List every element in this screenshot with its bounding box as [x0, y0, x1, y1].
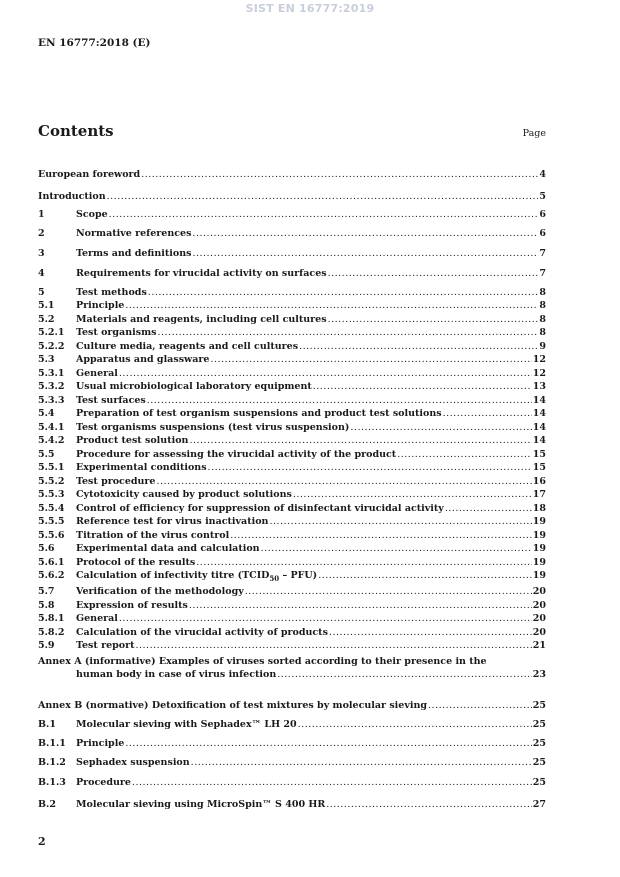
leader-dots: [210, 353, 531, 367]
leader-dots: [397, 448, 532, 462]
toc-entry-title: Molecular sieving with Sephadex™ LH 20: [76, 719, 297, 730]
toc-entry-page: 16: [532, 475, 546, 487]
leader-dots: [269, 515, 531, 529]
toc-entry-page: 25: [532, 757, 546, 768]
toc-entry-page: 7: [539, 247, 546, 259]
toc-entry-number: 5.6.1: [38, 556, 65, 568]
toc-entry[interactable]: [38, 190, 546, 204]
toc-entry-title: Cytotoxicity caused by product solutions: [76, 489, 292, 500]
page-number: 2: [38, 835, 46, 848]
toc-entry-page: 15: [532, 462, 546, 473]
leader-dots: [443, 407, 532, 421]
toc-entry-page: 7: [539, 267, 546, 279]
toc-entry[interactable]: [38, 529, 546, 543]
toc-entry-page: 14: [532, 408, 546, 419]
toc-entry-title: Introduction: [38, 190, 106, 202]
toc-entry-page: 20: [532, 586, 546, 597]
leader-dots: [157, 326, 538, 340]
toc-entry-title: Procedure: [76, 777, 131, 788]
toc-entry[interactable]: [38, 313, 546, 327]
toc-entry-title: Principle: [76, 738, 125, 749]
leader-dots: [119, 612, 532, 626]
leader-dots: [189, 599, 532, 613]
toc-entry-page: 14: [532, 421, 546, 433]
toc-entry-number: 5.6: [38, 543, 55, 554]
toc-entry[interactable]: [38, 168, 546, 182]
leader-dots: [328, 267, 539, 281]
leader-dots: [125, 299, 538, 313]
leader-dots: [147, 394, 532, 408]
toc-entry-number: 5.4.1: [38, 421, 65, 433]
toc-entry-page: 25: [532, 777, 546, 788]
toc-entry-number: 5.7: [38, 586, 55, 597]
leader-dots: [326, 798, 532, 812]
toc-entry-number: 5.5.1: [38, 462, 65, 473]
toc-entry-page: 20: [532, 613, 546, 624]
toc-entry-title: Test methods: [76, 286, 147, 298]
leader-dots: [208, 461, 532, 475]
leader-dots: [328, 313, 539, 327]
toc-entry-page: 12: [532, 367, 546, 379]
watermark: SIST EN 16777:2019: [245, 2, 375, 15]
toc-entry-number: 5.9: [38, 640, 55, 651]
toc-entry[interactable]: [38, 798, 546, 812]
toc-entry-title-cont: human body in case of virus infection: [76, 669, 277, 680]
toc-entry-number: 3: [38, 247, 45, 259]
toc-entry[interactable]: [38, 475, 546, 489]
leader-dots: [261, 542, 532, 556]
leader-dots: [318, 569, 532, 583]
leader-dots: [132, 776, 532, 790]
toc-entry[interactable]: [38, 488, 546, 502]
toc-entry-title: Procedure for assessing the virucidal activity of the product: [76, 448, 397, 460]
toc-entry-number: 5.3: [38, 354, 55, 365]
toc-entry-title: Usual microbiological laboratory equipment: [76, 381, 312, 392]
leader-dots: [125, 737, 531, 751]
toc-entry[interactable]: [38, 367, 546, 381]
toc-entry-title: Apparatus and glassware: [76, 354, 210, 365]
toc-entry-page: 23: [532, 669, 546, 680]
toc-entry-page: 25: [532, 738, 546, 749]
leader-dots: [298, 718, 532, 732]
toc-entry-page: 20: [532, 599, 546, 611]
toc-entry-title: Annex A (informative) Examples of viruses sorted according to their presence in the: [38, 656, 487, 667]
toc-entry-number: 5.2.1: [38, 327, 65, 338]
toc-entry-page: 6: [539, 208, 546, 220]
toc-entry-title: Test procedure: [76, 475, 156, 487]
toc-entry-title: Test surfaces: [76, 394, 146, 406]
toc-entry-title: Test organisms: [76, 327, 157, 338]
toc-entry-number: 5.6.2: [38, 570, 65, 581]
toc-entry[interactable]: [38, 718, 546, 732]
toc-entry[interactable]: [38, 394, 546, 408]
toc-entry-number: 5.3.2: [38, 381, 65, 392]
toc-entry-page: 12: [532, 354, 546, 365]
toc-entry-title: European foreword: [38, 168, 141, 180]
leader-dots: [299, 340, 538, 354]
toc-entry-page: 27: [532, 799, 546, 810]
toc-entry[interactable]: [38, 247, 546, 261]
toc-entry[interactable]: [38, 434, 546, 448]
toc-entry[interactable]: [38, 599, 546, 613]
leader-dots: [428, 699, 532, 713]
toc-entry-title: Preparation of test organism suspensions and product test solutions: [76, 408, 442, 419]
toc-entry-number: 5.2: [38, 313, 55, 325]
toc-entry[interactable]: [38, 421, 546, 435]
toc-entry-title: Annex B (normative) Detoxification of test mixtures by molecular sieving: [38, 700, 428, 711]
toc-entry-title: Culture media, reagents and cell cultures: [76, 340, 299, 352]
toc-entry-number: 5.5.4: [38, 502, 65, 514]
leader-dots: [107, 190, 539, 204]
toc-entry-number: 5.8.1: [38, 613, 65, 624]
toc-entry[interactable]: [38, 515, 546, 529]
toc-entry-title: Expression of results: [76, 599, 188, 611]
toc-entry-number: 5.5.3: [38, 489, 65, 500]
toc-entry[interactable]: [38, 267, 546, 281]
toc-entry-title: Calculation of the virucidal activity of products: [76, 626, 328, 638]
toc-entry[interactable]: [38, 380, 546, 394]
toc-entry-page: 19: [532, 556, 546, 568]
toc-entry[interactable]: [38, 227, 546, 241]
toc-entry-page: 17: [532, 489, 546, 500]
toc-entry-page: 6: [539, 227, 546, 239]
toc-entry-page: 20: [532, 626, 546, 638]
toc-entry-title: General: [76, 367, 118, 379]
toc-entry-page: 19: [532, 543, 546, 554]
toc-entry[interactable]: [38, 448, 546, 462]
toc-entry-number: 5.4.2: [38, 435, 65, 446]
toc-entry-number: 5.3.1: [38, 367, 65, 379]
toc-entry-number: B.1.3: [38, 777, 66, 788]
toc-entry-page: 8: [539, 313, 546, 325]
toc-entry[interactable]: [38, 612, 546, 626]
toc-entry[interactable]: [38, 208, 546, 222]
toc-entry-number: 1: [38, 208, 45, 220]
toc-entry-page: 19: [532, 570, 546, 581]
toc-entry-title: Titration of the virus control: [76, 529, 230, 541]
toc-entry-page: 19: [532, 516, 546, 527]
toc-entry-number: 4: [38, 267, 45, 279]
document-id: EN 16777:2018 (E): [38, 37, 151, 49]
toc-entry-title: Experimental conditions: [76, 462, 207, 473]
toc-entry-number: 5: [38, 286, 45, 298]
toc-entry-page: 8: [539, 286, 546, 298]
toc-entry-number: 5.4: [38, 408, 55, 419]
toc-entry-title: Normative references: [76, 227, 192, 239]
toc-entry[interactable]: [38, 502, 546, 516]
leader-dots: [109, 208, 539, 222]
toc-entry-number: 5.5.6: [38, 529, 65, 541]
toc-entry-title: Reference test for virus inactivation: [76, 516, 269, 527]
toc-entry-page: 25: [532, 700, 546, 711]
toc-entry[interactable]: [38, 569, 546, 583]
toc-entry[interactable]: [38, 542, 546, 556]
toc-entry-title: Sephadex suspension: [76, 757, 190, 768]
toc-entry-page: 5: [539, 190, 546, 202]
toc-entry-title: Materials and reagents, including cell cultures: [76, 313, 327, 325]
leader-dots: [445, 502, 532, 516]
toc-entry[interactable]: [38, 737, 546, 751]
toc-entry[interactable]: [38, 639, 546, 653]
toc-entry-number: 5.3.3: [38, 394, 65, 406]
toc-entry-page: 9: [539, 340, 546, 352]
leader-dots: [136, 639, 532, 653]
leader-dots: [245, 585, 532, 599]
toc-entry[interactable]: [38, 353, 546, 367]
toc-entry-number: B.1: [38, 719, 56, 730]
contents-heading: Contents: [38, 122, 114, 140]
toc-entry-annex-a[interactable]: [38, 655, 546, 681]
toc-entry-page: 4: [539, 168, 546, 180]
page-column-label: Page: [522, 128, 546, 139]
leader-dots: [192, 247, 538, 261]
toc-entry-title: General: [76, 613, 118, 624]
toc-entry-page: 13: [532, 381, 546, 392]
toc-entry-number: 5.2.2: [38, 340, 65, 352]
leader-dots: [192, 227, 538, 241]
toc-entry-number: 5.1: [38, 300, 55, 311]
toc-entry-page: 15: [532, 448, 546, 460]
toc-entry-number: 5.5.5: [38, 516, 65, 527]
leader-dots: [293, 488, 532, 502]
toc-entry-title: Calculation of infectivity titre $(TCID_{50} - PFU)$: [76, 570, 318, 583]
toc-entry[interactable]: [38, 585, 546, 599]
toc-entry-number: 5.5: [38, 448, 55, 460]
leader-dots: [156, 475, 531, 489]
toc-entry[interactable]: [38, 556, 546, 570]
leader-dots: [148, 286, 539, 300]
toc-entry-title: Scope: [76, 208, 108, 220]
toc-entry[interactable]: [38, 340, 546, 354]
toc-entry[interactable]: [38, 407, 546, 421]
leader-dots: [191, 756, 532, 770]
toc-entry-number: B.1.2: [38, 757, 66, 768]
toc-entry[interactable]: [38, 776, 546, 790]
toc-entry-number: B.1.1: [38, 738, 66, 749]
leader-dots: [329, 626, 532, 640]
toc-entry-title: Test organisms suspensions (test virus suspension): [76, 421, 350, 433]
toc-entry[interactable]: [38, 461, 546, 475]
toc-entry-title: Test report: [76, 640, 135, 651]
toc-entry-title: Terms and definitions: [76, 247, 192, 259]
toc-entry-page: 19: [532, 529, 546, 541]
toc-entry-title: Protocol of the results: [76, 556, 196, 568]
toc-entry-title: Control of efficiency for suppression of disinfectant virucidal activity: [76, 502, 444, 514]
toc-entry-title: Verification of the methodology: [76, 586, 244, 597]
toc-entry-page: 18: [532, 502, 546, 514]
leader-dots: [189, 434, 531, 448]
leader-dots: [119, 367, 532, 381]
toc-entry-number: 2: [38, 227, 45, 239]
leader-dots: [196, 556, 531, 570]
toc-entry-title: Principle: [76, 300, 125, 311]
leader-dots: [277, 668, 532, 682]
leader-dots: [141, 168, 538, 182]
leader-dots: [313, 380, 532, 394]
toc-entry-number: 5.5.2: [38, 475, 65, 487]
toc-entry-page: 14: [532, 394, 546, 406]
toc-entry[interactable]: [38, 326, 546, 340]
toc-entry-page: 14: [532, 435, 546, 446]
toc-entry-number: 5.8: [38, 599, 55, 611]
toc-entry-page: 25: [532, 719, 546, 730]
toc-entry-page: 8: [539, 300, 546, 311]
toc-entry[interactable]: [38, 299, 546, 313]
leader-dots: [350, 421, 531, 435]
toc-entry-number: 5.8.2: [38, 626, 65, 638]
toc-entry[interactable]: [38, 699, 546, 713]
toc-entry-title: Molecular sieving using MicroSpin™ S 400 HR: [76, 799, 326, 810]
toc-entry[interactable]: [38, 756, 546, 770]
toc-entry-page: 21: [532, 640, 546, 651]
toc-entry[interactable]: [38, 626, 546, 640]
toc-entry-title: Experimental data and calculation: [76, 543, 260, 554]
toc-entry-title: Product test solution: [76, 435, 189, 446]
leader-dots: [230, 529, 532, 543]
toc-entry-page: 8: [539, 327, 546, 338]
toc-entry-title: Requirements for virucidal activity on surfaces: [76, 267, 327, 279]
toc-entry[interactable]: [38, 286, 546, 300]
toc-entry-number: B.2: [38, 799, 56, 810]
